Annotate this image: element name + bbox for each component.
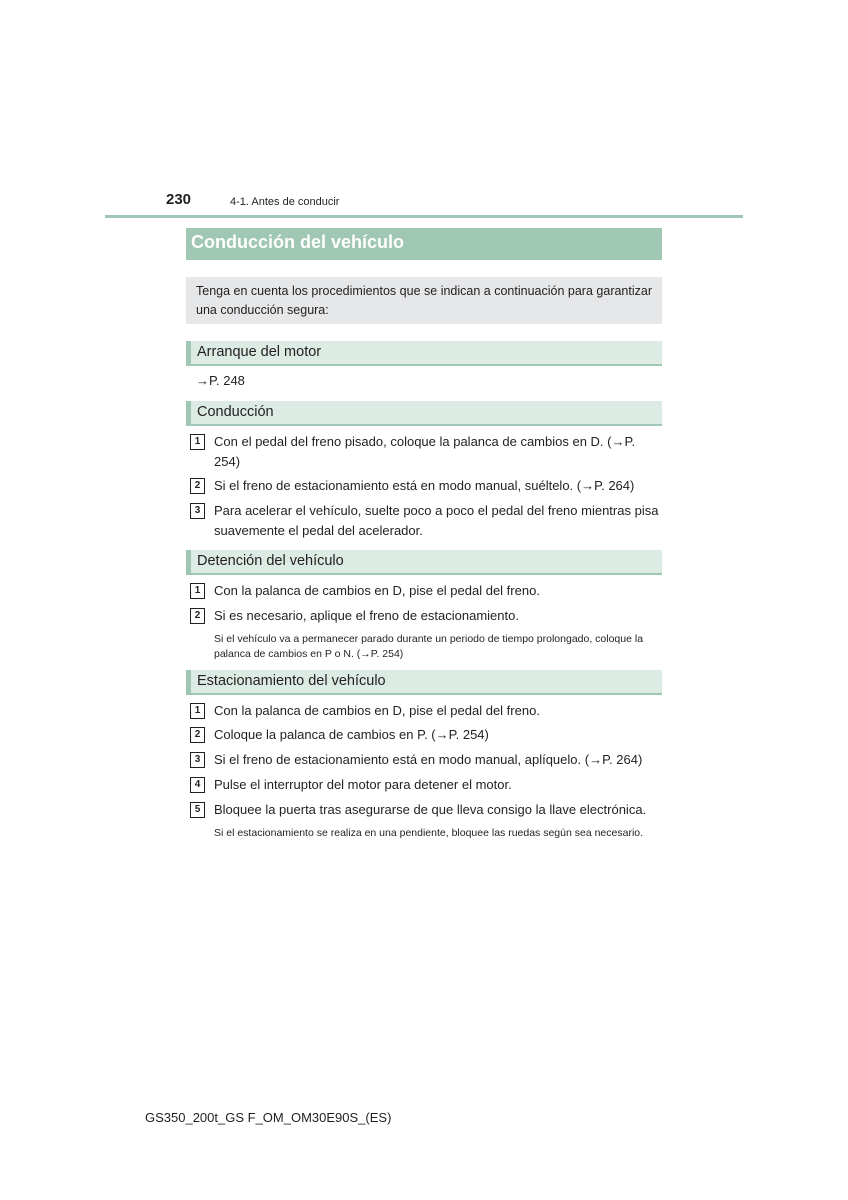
- step-item: [190, 501, 660, 540]
- step-item: [190, 476, 660, 496]
- section-heading-arranque: Arranque del motor: [186, 341, 662, 366]
- step-text: Si es necesario, aplique el freno de estacionamiento.: [214, 608, 519, 623]
- intro-box: Tenga en cuenta los procedimientos que se indican a continuación para garantizar una conducción segura:: [186, 277, 662, 324]
- page-reference: →P. 248: [196, 373, 245, 388]
- step-item: [190, 606, 660, 626]
- step-text: Bloquee la puerta tras asegurarse de que lleva consigo la llave electrónica.: [214, 802, 647, 817]
- breadcrumb: 4-1. Antes de conducir: [230, 196, 340, 208]
- step-text: Con la palanca de cambios en D, pise el pedal del freno.: [214, 703, 540, 718]
- step-text: Para acelerar el vehículo, suelte poco a poco el pedal del freno mientras pisa suavemente el pedal del acelerador.: [214, 503, 659, 538]
- step-item: [190, 432, 660, 471]
- step-number: 2: [190, 727, 205, 743]
- step-number: 2: [190, 478, 205, 494]
- section-heading-detencion: Detención del vehículo: [186, 550, 662, 575]
- header-rule: [105, 215, 743, 218]
- step-text: Si el freno de estacionamiento está en modo manual, suéltelo. (→P. 264): [214, 478, 635, 493]
- section-heading-conduccion: Conducción: [186, 401, 662, 426]
- step-text: Coloque la palanca de cambios en P. (→P. 254): [214, 727, 489, 742]
- step-text: Con el pedal del freno pisado, coloque la palanca de cambios en D. (→P. 254): [214, 434, 636, 469]
- section-heading-estacionamiento: Estacionamiento del vehículo: [186, 670, 662, 695]
- step-number: 4: [190, 777, 205, 793]
- note-text: Si el vehículo va a permanecer parado durante un periodo de tiempo prolongado, coloque la palanca de cambios en P o N. (→P. 254): [214, 633, 644, 660]
- footer-doc-code: GS350_200t_GS F_OM_OM30E90S_(ES): [145, 1110, 392, 1125]
- step-item: [190, 775, 660, 795]
- step-text: Pulse el interruptor del motor para detener el motor.: [214, 777, 512, 792]
- note-text: Si el estacionamiento se realiza en una pendiente, bloquee las ruedas según sea necesario.: [214, 827, 644, 839]
- page-title: Conducción del vehículo: [186, 228, 662, 260]
- step-number: 1: [190, 583, 205, 599]
- step-number: 3: [190, 503, 205, 519]
- step-number: 3: [190, 752, 205, 768]
- step-item: [190, 701, 660, 721]
- step-number: 1: [190, 434, 205, 450]
- step-number: 1: [190, 703, 205, 719]
- step-text: Si el freno de estacionamiento está en modo manual, aplíquelo. (→P. 264): [214, 752, 643, 767]
- step-item: [190, 725, 660, 745]
- step-item: [190, 750, 660, 770]
- step-number: 2: [190, 608, 205, 624]
- step-number: 5: [190, 802, 205, 818]
- step-text: Con la palanca de cambios en D, pise el pedal del freno.: [214, 583, 540, 598]
- page-number: 230: [166, 191, 192, 208]
- step-item: [190, 581, 660, 601]
- step-item: [190, 800, 660, 820]
